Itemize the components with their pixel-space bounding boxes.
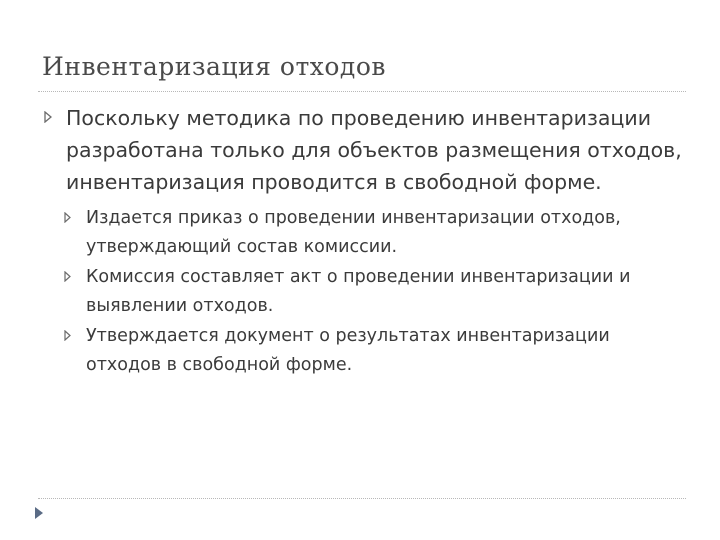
sub-bullet-text: Комиссия составляет акт о проведении инвентаризации и выявлении отходов. [86,267,631,316]
sub-bullet-text: Утверждается документ о результатах инвентаризации отходов в свободной форме. [86,326,610,375]
sub-bullet-item [64,322,684,379]
triangle-bullet-icon [64,271,71,282]
title-divider [38,91,686,92]
sub-bullet-text: Издается приказ о проведении инвентаризации отходов, утверждающий состав комиссии. [86,208,621,257]
play-triangle-icon[interactable] [34,505,44,524]
sub-bullet-list [64,204,684,379]
slide-title: Инвентаризация отходов [42,52,386,81]
footer-divider [38,498,686,499]
main-bullet-text: Поскольку методика по проведению инвентаризации разработана только для объектов размещения отходов, инвентаризация проводится в свободной форме. [66,106,682,194]
triangle-bullet-icon [64,330,71,341]
slide-content [44,102,684,381]
triangle-bullet-icon [64,212,71,223]
sub-bullet-item [64,263,684,320]
main-bullet-item [44,102,684,198]
sub-bullet-item [64,204,684,261]
triangle-bullet-icon [44,111,52,123]
